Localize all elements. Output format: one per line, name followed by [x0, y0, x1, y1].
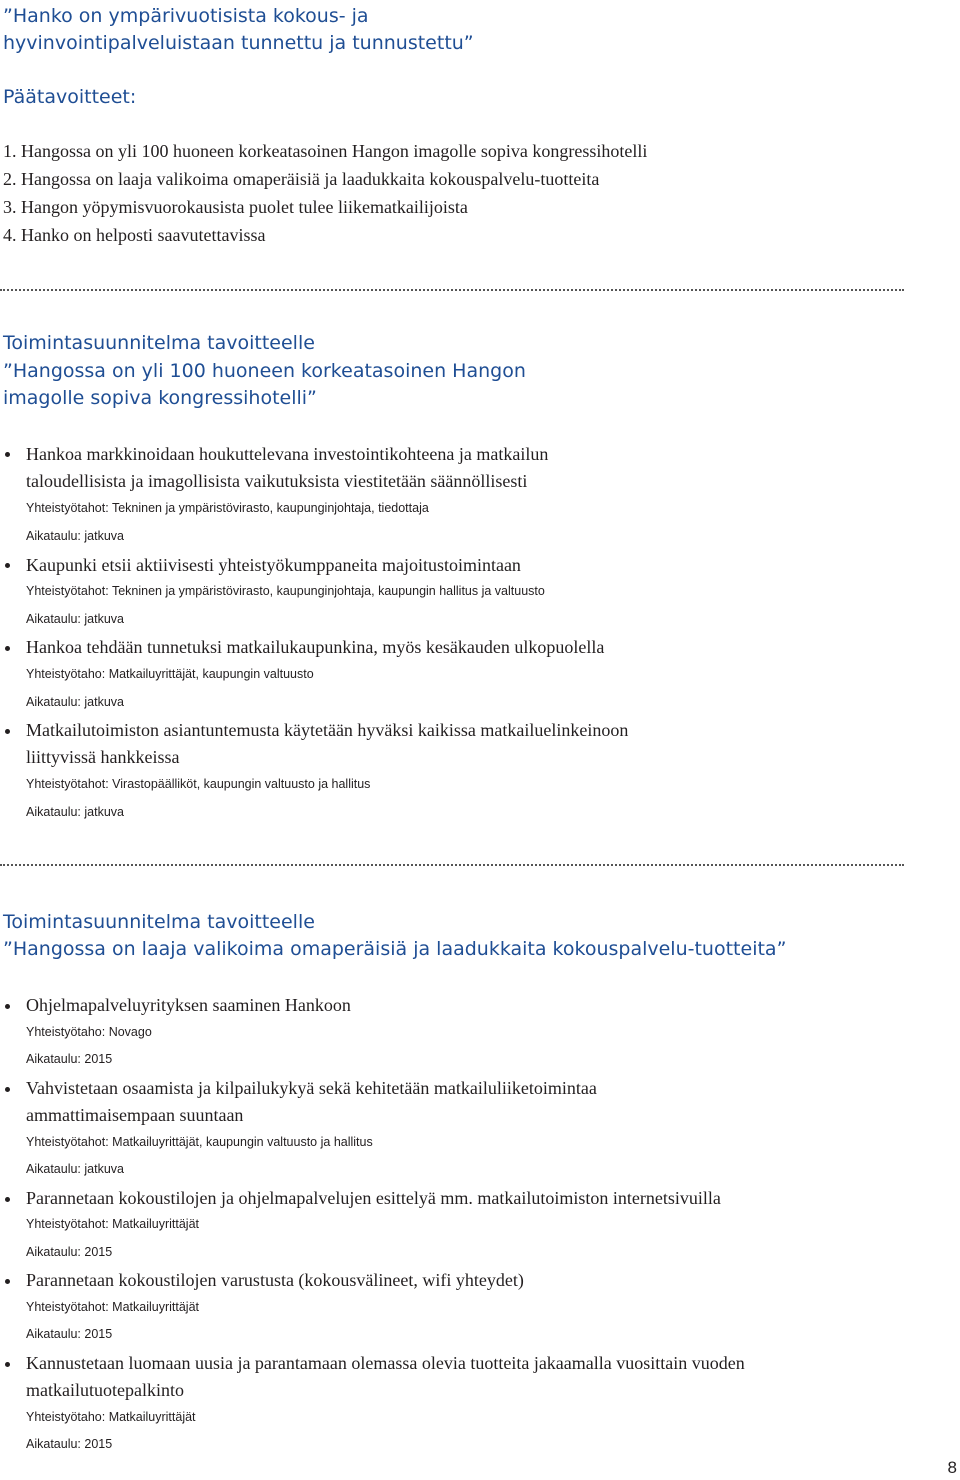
section1-title-line-3: imagolle sopiva kongressihotelli” [3, 387, 317, 409]
dotted-separator [0, 289, 904, 291]
action-item-text: Ohjelmapalveluyrityksen saaminen Hankoon [26, 995, 351, 1015]
schedule-text: Aikataulu: jatkuva [26, 695, 124, 709]
schedule-text: Aikataulu: 2015 [26, 1245, 113, 1259]
action-item-text: Vahvistetaan osaamista ja kilpailukykyä sekä kehitetään matkailuliiketoimintaa [26, 1078, 597, 1098]
schedule-text: Aikataulu: 2015 [26, 1437, 113, 1451]
document-title-line-2: hyvinvointipalveluistaan tunnettu ja tunnustettu” [3, 32, 474, 54]
action-item-text: Parannetaan kokoustilojen varustusta (kokousvälineet, wifi yhteydet) [26, 1270, 524, 1290]
schedule-text: Aikataulu: jatkuva [26, 612, 124, 626]
action-item-text: Hankoa markkinoidaan houkuttelevana investointikohteena ja matkailun [26, 444, 549, 464]
action-item-text: Parannetaan kokoustilojen ja ohjelmapalvelujen esittelyä mm. matkailutoimiston internetsivuilla [26, 1188, 721, 1208]
section2-title-line-2: ”Hangossa on laaja valikoima omaperäisiä ja laadukkaita kokouspalvelu-tuotteita” [3, 938, 787, 960]
schedule-text: Aikataulu: 2015 [26, 1052, 113, 1066]
section2-title-line-1: Toimintasuunnitelma tavoitteelle [3, 911, 315, 933]
schedule-text: Aikataulu: jatkuva [26, 805, 124, 819]
goal-item: 4. Hanko on helposti saavutettavissa [3, 225, 266, 245]
goal-item: 1. Hangossa on yli 100 huoneen korkeatasoinen Hangon imagolle sopiva kongressihotelli [3, 141, 648, 161]
partners-text: Yhteistyötahot: Virastopäälliköt, kaupungin valtuusto ja hallitus [26, 777, 371, 791]
schedule-text: Aikataulu: jatkuva [26, 529, 124, 543]
page-number: 8 [947, 1458, 957, 1477]
schedule-text: Aikataulu: 2015 [26, 1327, 113, 1341]
schedule-text: Aikataulu: jatkuva [26, 1162, 124, 1176]
bullet-icon [5, 1362, 10, 1367]
bullet-icon [5, 1004, 10, 1009]
partners-text: Yhteistyötaho: Matkailuyrittäjät, kaupungin valtuusto [26, 667, 314, 681]
goal-item: 2. Hangossa on laaja valikoima omaperäisiä ja laadukkaita kokouspalvelu-tuotteita [3, 169, 600, 189]
goal-item: 3. Hangon yöpymisvuorokausista puolet tulee liikematkailijoista [3, 197, 468, 217]
bullet-icon [5, 729, 10, 734]
action-item-text: matkailutuotepalkinto [26, 1380, 184, 1400]
bullet-icon [5, 1197, 10, 1202]
bullet-icon [5, 1279, 10, 1284]
bullet-icon [5, 646, 10, 651]
dotted-separator [0, 864, 904, 866]
action-item-text: liittyvissä hankkeissa [26, 747, 180, 767]
action-item-text: taloudellisista ja imagollisista vaikutuksista viestitetään säännöllisesti [26, 471, 528, 491]
partners-text: Yhteistyötaho: Matkailuyrittäjät [26, 1410, 196, 1424]
document-title-line-1: ”Hanko on ympärivuotisista kokous- ja [3, 5, 369, 27]
goals-heading: Päätavoitteet: [3, 86, 137, 108]
partners-text: Yhteistyötaho: Novago [26, 1025, 152, 1039]
bullet-icon [5, 563, 10, 568]
partners-text: Yhteistyötahot: Matkailuyrittäjät [26, 1300, 199, 1314]
section1-title-line-2: ”Hangossa on yli 100 huoneen korkeatasoinen Hangon [3, 360, 526, 382]
action-item-text: Kaupunki etsii aktiivisesti yhteistyökumppaneita majoitustoimintaan [26, 555, 521, 575]
action-item-text: Matkailutoimiston asiantuntemusta käytetään hyväksi kaikissa matkailuelinkeinoon [26, 720, 629, 740]
bullet-icon [5, 452, 10, 457]
partners-text: Yhteistyötahot: Tekninen ja ympäristövirasto, kaupunginjohtaja, tiedottaja [26, 501, 429, 515]
bullet-icon [5, 1087, 10, 1092]
action-item-text: Hankoa tehdään tunnetuksi matkailukaupunkina, myös kesäkauden ulkopuolella [26, 637, 605, 657]
action-item-text: ammattimaisempaan suuntaan [26, 1105, 244, 1125]
partners-text: Yhteistyötahot: Matkailuyrittäjät [26, 1217, 199, 1231]
section1-title-line-1: Toimintasuunnitelma tavoitteelle [3, 332, 315, 354]
partners-text: Yhteistyötahot: Matkailuyrittäjät, kaupungin valtuusto ja hallitus [26, 1135, 373, 1149]
partners-text: Yhteistyötahot: Tekninen ja ympäristövirasto, kaupunginjohtaja, kaupungin hallitus ja valtuusto [26, 584, 545, 598]
action-item-text: Kannustetaan luomaan uusia ja parantamaan olemassa olevia tuotteita jakaamalla vuosittain vuoden [26, 1353, 745, 1373]
